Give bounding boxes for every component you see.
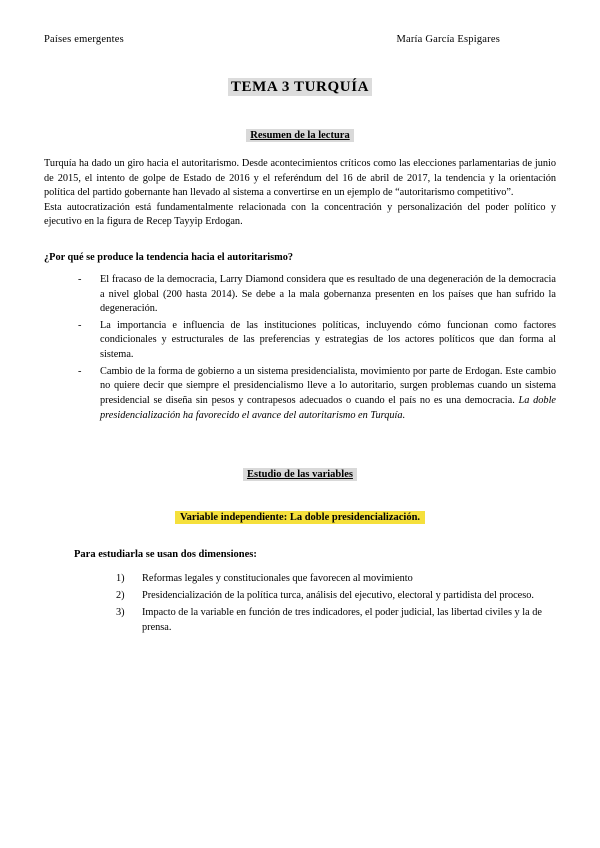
list-item bbox=[78, 273, 556, 317]
section-heading-resumen bbox=[44, 130, 556, 141]
list-item bbox=[78, 319, 556, 363]
dimensiones-list bbox=[44, 572, 556, 636]
list-item-text: El fracaso de la democracia, Larry Diamond considera que es resultado de una degeneración de la democracia a nivel global (200 hasta 2014). Se debe a la mala gobernanza presenten en los países que han sufrido la degeneración. bbox=[100, 274, 556, 315]
list-item-text: La importancia e influencia de las instituciones políticas, incluyendo cómo funcionan como factores condicionales y estructurales de las preferencias y estrategias de los actores políticos que dan forma al sistema. bbox=[100, 319, 556, 361]
variable-heading-text: Variable independiente: La doble presidencialización. bbox=[175, 511, 425, 524]
list-item bbox=[78, 365, 556, 423]
reasons-list bbox=[44, 273, 556, 423]
question-heading: ¿Por qué se produce la tendencia hacia el autoritarismo? bbox=[44, 252, 294, 264]
dimensiones-heading: Para estudiarla se usan dos dimensiones: bbox=[74, 549, 257, 561]
section-heading-estudio bbox=[44, 469, 556, 480]
header-course-label: Países emergentes bbox=[44, 34, 124, 45]
resumen-paragraph-2: Esta autocratización está fundamentalmente relacionada con la concentración y personalización del poder político y ejecutivo en la figura de Recep Tayyip Erdogan. bbox=[44, 201, 556, 228]
page-title bbox=[44, 79, 556, 96]
page-title-text: TEMA 3 TURQUÍA bbox=[228, 78, 372, 96]
list-item-italic: La doble presidencialización ha favorecido el avance del autoritarismo en Turquía. bbox=[100, 394, 556, 421]
list-item: Presidencialización de la política turca, análisis del ejecutivo, electoral y partidista del proceso. bbox=[142, 590, 534, 602]
page-header bbox=[44, 34, 556, 45]
list-item: Impacto de la variable en función de tres indicadores, el poder judicial, las libertad civiles y la de prensa. bbox=[142, 606, 542, 633]
section-heading-estudio-text: Estudio de las variables bbox=[243, 468, 357, 481]
list-item: Reformas legales y constitucionales que favorecen al movimiento bbox=[142, 573, 413, 585]
section-heading-resumen-text: Resumen de la lectura bbox=[246, 129, 353, 142]
resumen-paragraph-1: Turquía ha dado un giro hacia el autoritarismo. Desde acontecimientos críticos como las elecciones parlamentarias de junio de 2015, el intento de golpe de Estado de 2016 y el referéndum del 16 de abril de 2017, la tendencia y la orientación política del partido gobernante han llevado al sistema a convertirse en un ejemplo de “autoritarismo competitivo”. bbox=[44, 158, 556, 199]
variable-heading bbox=[44, 512, 556, 523]
header-author-label: María García Espigares bbox=[396, 34, 500, 45]
list-item-text: Cambio de la forma de gobierno a un sistema presidencialista, movimiento por parte de Erdogan. Este cambio no quiere decir que siempre el presidencialismo lleve a lo autoritario, surgen problemas cuando un sistema presidencial se diseña sin pesos y contrapesos adecuados o cuando el país no es una democracia. bbox=[100, 365, 556, 406]
